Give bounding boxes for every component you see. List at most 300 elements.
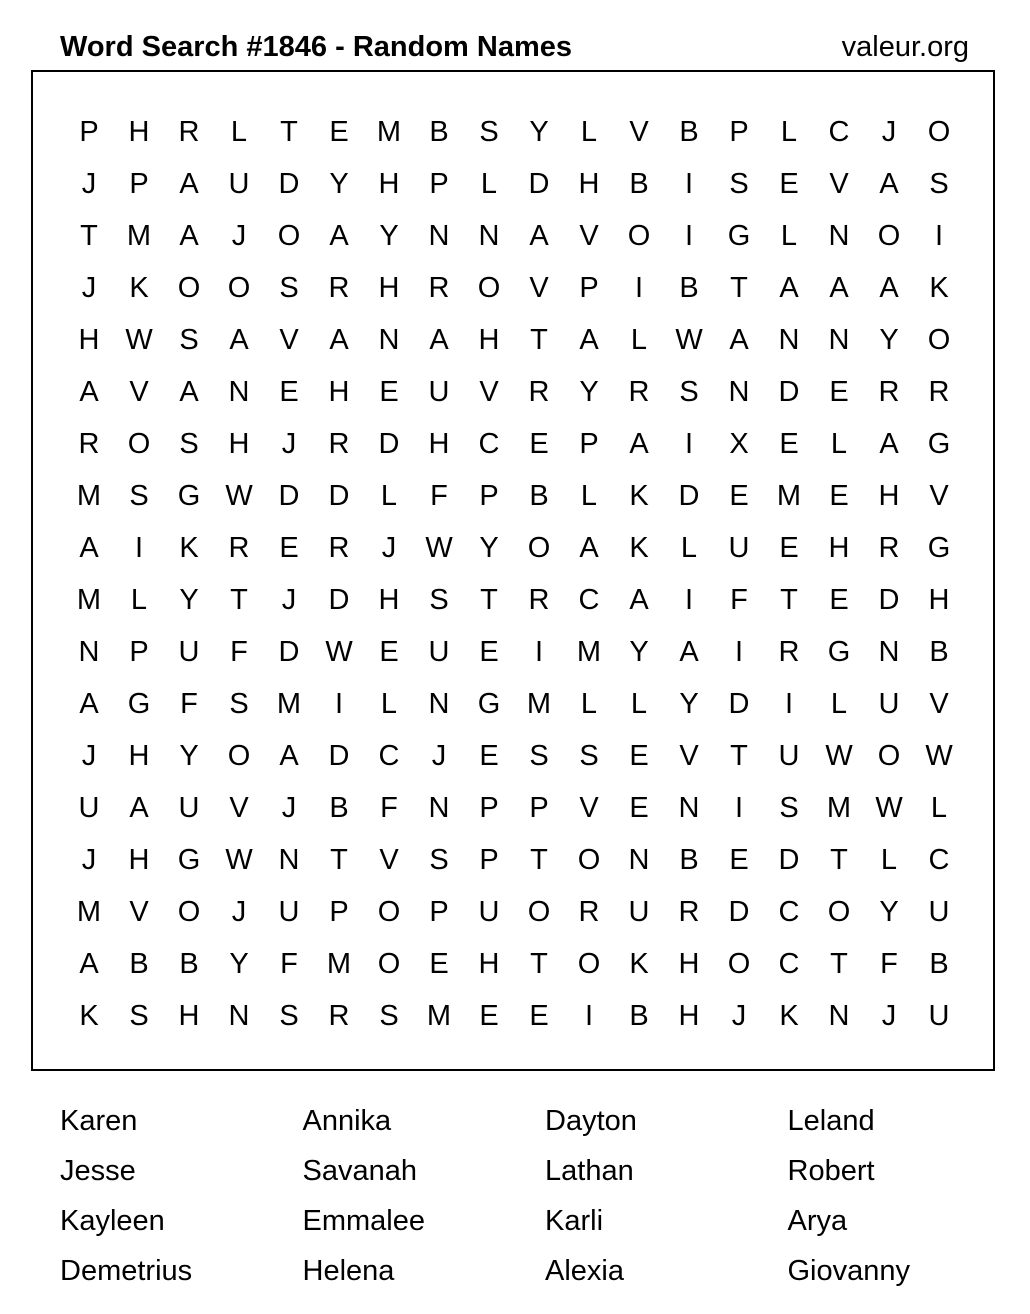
grid-cell[interactable]: M	[826, 792, 852, 824]
grid-cell[interactable]: D	[278, 480, 300, 512]
grid-cell[interactable]: S	[279, 1000, 299, 1032]
grid-cell[interactable]: D	[778, 844, 800, 876]
grid-cell[interactable]: A	[579, 324, 599, 356]
grid-cell[interactable]: J	[81, 272, 97, 304]
grid-cell[interactable]: U	[478, 896, 500, 928]
grid-cell[interactable]: W	[875, 792, 903, 824]
grid-cell[interactable]: K	[929, 272, 949, 304]
grid-cell[interactable]: R	[878, 532, 900, 564]
grid-cell[interactable]: H	[378, 584, 400, 616]
grid-cell[interactable]: G	[927, 532, 951, 564]
grid-cell[interactable]: L	[930, 792, 948, 824]
grid-cell[interactable]: H	[228, 428, 250, 460]
grid-cell[interactable]: X	[729, 428, 749, 460]
grid-cell[interactable]: O	[627, 220, 651, 252]
grid-cell[interactable]: L	[580, 480, 598, 512]
grid-cell[interactable]: K	[629, 480, 649, 512]
grid-cell[interactable]: M	[576, 636, 602, 668]
grid-cell[interactable]: I	[684, 220, 694, 252]
grid-cell[interactable]: B	[929, 948, 949, 980]
grid-cell[interactable]: I	[734, 636, 744, 668]
grid-cell[interactable]: M	[76, 584, 102, 616]
grid-cell[interactable]: P	[129, 168, 149, 200]
grid-cell[interactable]: I	[684, 584, 694, 616]
grid-cell[interactable]: A	[429, 324, 449, 356]
grid-cell[interactable]: N	[828, 1000, 850, 1032]
grid-cell[interactable]: P	[479, 792, 499, 824]
grid-cell[interactable]: B	[679, 116, 699, 148]
grid-cell[interactable]: T	[730, 740, 748, 772]
grid-cell[interactable]: P	[479, 480, 499, 512]
grid-cell[interactable]: E	[829, 376, 849, 408]
grid-cell[interactable]: T	[330, 844, 348, 876]
grid-cell[interactable]: E	[379, 376, 399, 408]
grid-cell[interactable]: L	[630, 688, 648, 720]
grid-cell[interactable]: W	[125, 324, 153, 356]
grid-cell[interactable]: K	[779, 1000, 799, 1032]
grid-cell[interactable]: E	[279, 532, 299, 564]
grid-cell[interactable]: E	[279, 376, 299, 408]
grid-cell[interactable]: E	[379, 636, 399, 668]
grid-cell[interactable]: L	[680, 532, 698, 564]
grid-cell[interactable]: S	[129, 1000, 149, 1032]
grid-cell[interactable]: P	[429, 168, 449, 200]
grid-cell[interactable]: T	[530, 948, 548, 980]
grid-cell[interactable]: U	[278, 896, 300, 928]
grid-cell[interactable]: A	[879, 272, 899, 304]
grid-cell[interactable]: E	[829, 480, 849, 512]
grid-cell[interactable]: E	[779, 532, 799, 564]
grid-cell[interactable]: A	[79, 688, 99, 720]
grid-cell[interactable]: D	[278, 636, 300, 668]
grid-cell[interactable]: P	[329, 896, 349, 928]
grid-cell[interactable]: N	[778, 324, 800, 356]
grid-cell[interactable]: A	[229, 324, 249, 356]
grid-cell[interactable]: A	[679, 636, 699, 668]
grid-cell[interactable]: G	[927, 428, 951, 460]
grid-cell[interactable]: P	[429, 896, 449, 928]
grid-cell[interactable]: N	[78, 636, 100, 668]
grid-cell[interactable]: C	[778, 948, 800, 980]
grid-cell[interactable]: H	[578, 168, 600, 200]
grid-cell[interactable]: A	[579, 532, 599, 564]
grid-cell[interactable]: D	[728, 896, 750, 928]
grid-cell[interactable]: Y	[179, 584, 199, 616]
grid-cell[interactable]: M	[276, 688, 302, 720]
grid-cell[interactable]: H	[328, 376, 350, 408]
grid-cell[interactable]: E	[729, 844, 749, 876]
grid-cell[interactable]: E	[779, 428, 799, 460]
grid-cell[interactable]: B	[179, 948, 199, 980]
grid-cell[interactable]: R	[328, 532, 350, 564]
grid-cell[interactable]: N	[478, 220, 500, 252]
grid-cell[interactable]: H	[378, 168, 400, 200]
grid-cell[interactable]: S	[579, 740, 599, 772]
grid-cell[interactable]: B	[629, 1000, 649, 1032]
grid-cell[interactable]: M	[376, 116, 402, 148]
grid-cell[interactable]: D	[328, 740, 350, 772]
grid-cell[interactable]: N	[728, 376, 750, 408]
grid-cell[interactable]: P	[479, 844, 499, 876]
grid-cell[interactable]: P	[79, 116, 99, 148]
grid-cell[interactable]: O	[227, 740, 251, 772]
grid-cell[interactable]: N	[228, 376, 250, 408]
grid-cell[interactable]: Y	[379, 220, 399, 252]
grid-cell[interactable]: A	[329, 220, 349, 252]
grid-cell[interactable]: R	[578, 896, 600, 928]
grid-cell[interactable]: O	[177, 272, 201, 304]
grid-cell[interactable]: A	[629, 428, 649, 460]
grid-cell[interactable]: B	[329, 792, 349, 824]
grid-cell[interactable]: F	[380, 792, 398, 824]
grid-cell[interactable]: O	[377, 896, 401, 928]
grid-cell[interactable]: O	[527, 896, 551, 928]
grid-cell[interactable]: S	[729, 168, 749, 200]
grid-cell[interactable]: U	[928, 896, 950, 928]
grid-cell[interactable]: O	[927, 324, 951, 356]
grid-cell[interactable]: R	[328, 1000, 350, 1032]
grid-cell[interactable]: O	[227, 272, 251, 304]
grid-cell[interactable]: V	[829, 168, 849, 200]
grid-cell[interactable]: F	[280, 948, 298, 980]
grid-cell[interactable]: N	[628, 844, 650, 876]
grid-cell[interactable]: L	[830, 428, 848, 460]
grid-cell[interactable]: J	[81, 168, 97, 200]
grid-cell[interactable]: A	[829, 272, 849, 304]
grid-cell[interactable]: S	[429, 584, 449, 616]
grid-cell[interactable]: G	[827, 636, 851, 668]
grid-cell[interactable]: R	[78, 428, 100, 460]
grid-cell[interactable]: D	[678, 480, 700, 512]
grid-cell[interactable]: I	[784, 688, 794, 720]
grid-cell[interactable]: L	[130, 584, 148, 616]
grid-cell[interactable]: G	[177, 480, 201, 512]
grid-cell[interactable]: T	[230, 584, 248, 616]
grid-cell[interactable]: W	[925, 740, 953, 772]
grid-cell[interactable]: J	[281, 792, 297, 824]
grid-cell[interactable]: F	[430, 480, 448, 512]
grid-cell[interactable]: S	[379, 1000, 399, 1032]
grid-cell[interactable]: V	[929, 480, 949, 512]
grid-cell[interactable]: R	[628, 376, 650, 408]
grid-cell[interactable]: G	[127, 688, 151, 720]
grid-cell[interactable]: L	[480, 168, 498, 200]
grid-cell[interactable]: A	[779, 272, 799, 304]
grid-cell[interactable]: H	[928, 584, 950, 616]
grid-cell[interactable]: U	[78, 792, 100, 824]
grid-cell[interactable]: N	[828, 220, 850, 252]
grid-cell[interactable]: E	[529, 428, 549, 460]
grid-cell[interactable]: M	[326, 948, 352, 980]
grid-cell[interactable]: I	[584, 1000, 594, 1032]
grid-cell[interactable]: U	[778, 740, 800, 772]
grid-cell[interactable]: T	[780, 584, 798, 616]
grid-cell[interactable]: N	[428, 792, 450, 824]
grid-cell[interactable]: E	[329, 116, 349, 148]
grid-cell[interactable]: S	[179, 428, 199, 460]
grid-cell[interactable]: A	[179, 376, 199, 408]
grid-cell[interactable]: U	[428, 636, 450, 668]
grid-cell[interactable]: E	[829, 584, 849, 616]
grid-cell[interactable]: T	[730, 272, 748, 304]
grid-cell[interactable]: H	[878, 480, 900, 512]
grid-cell[interactable]: J	[881, 116, 897, 148]
grid-cell[interactable]: V	[579, 220, 599, 252]
grid-cell[interactable]: F	[730, 584, 748, 616]
grid-cell[interactable]: I	[934, 220, 944, 252]
grid-cell[interactable]: O	[877, 220, 901, 252]
grid-cell[interactable]: I	[334, 688, 344, 720]
grid-cell[interactable]: D	[278, 168, 300, 200]
grid-cell[interactable]: K	[179, 532, 199, 564]
grid-cell[interactable]: J	[731, 1000, 747, 1032]
grid-cell[interactable]: T	[530, 844, 548, 876]
grid-cell[interactable]: S	[529, 740, 549, 772]
grid-cell[interactable]: Y	[179, 740, 199, 772]
grid-cell[interactable]: J	[281, 584, 297, 616]
grid-cell[interactable]: O	[127, 428, 151, 460]
grid-cell[interactable]: K	[129, 272, 149, 304]
grid-cell[interactable]: D	[778, 376, 800, 408]
grid-cell[interactable]: J	[231, 220, 247, 252]
grid-cell[interactable]: A	[179, 168, 199, 200]
grid-cell[interactable]: P	[579, 428, 599, 460]
grid-cell[interactable]: L	[830, 688, 848, 720]
grid-cell[interactable]: L	[380, 480, 398, 512]
grid-cell[interactable]: W	[325, 636, 353, 668]
grid-cell[interactable]: D	[528, 168, 550, 200]
grid-cell[interactable]: A	[179, 220, 199, 252]
grid-cell[interactable]: T	[830, 948, 848, 980]
grid-cell[interactable]: S	[479, 116, 499, 148]
grid-cell[interactable]: R	[928, 376, 950, 408]
grid-cell[interactable]: U	[728, 532, 750, 564]
grid-cell[interactable]: Y	[229, 948, 249, 980]
grid-cell[interactable]: R	[678, 896, 700, 928]
grid-cell[interactable]: V	[529, 272, 549, 304]
grid-cell[interactable]: N	[228, 1000, 250, 1032]
grid-cell[interactable]: A	[79, 532, 99, 564]
grid-cell[interactable]: E	[479, 636, 499, 668]
grid-cell[interactable]: H	[128, 116, 150, 148]
grid-cell[interactable]: V	[229, 792, 249, 824]
grid-cell[interactable]: S	[229, 688, 249, 720]
grid-cell[interactable]: L	[380, 688, 398, 720]
grid-cell[interactable]: H	[128, 844, 150, 876]
grid-cell[interactable]: O	[577, 844, 601, 876]
grid-cell[interactable]: A	[329, 324, 349, 356]
grid-cell[interactable]: Y	[679, 688, 699, 720]
grid-cell[interactable]: K	[629, 532, 649, 564]
grid-cell[interactable]: C	[578, 584, 600, 616]
grid-cell[interactable]: A	[879, 428, 899, 460]
grid-cell[interactable]: N	[278, 844, 300, 876]
grid-cell[interactable]: A	[729, 324, 749, 356]
grid-cell[interactable]: I	[534, 636, 544, 668]
grid-cell[interactable]: Y	[529, 116, 549, 148]
grid-cell[interactable]: N	[828, 324, 850, 356]
grid-cell[interactable]: C	[378, 740, 400, 772]
grid-cell[interactable]: A	[129, 792, 149, 824]
grid-cell[interactable]: J	[881, 1000, 897, 1032]
grid-cell[interactable]: V	[129, 376, 149, 408]
grid-cell[interactable]: V	[929, 688, 949, 720]
grid-cell[interactable]: D	[328, 480, 350, 512]
grid-cell[interactable]: E	[429, 948, 449, 980]
grid-cell[interactable]: R	[178, 116, 200, 148]
grid-cell[interactable]: Y	[879, 324, 899, 356]
grid-cell[interactable]: B	[679, 844, 699, 876]
grid-cell[interactable]: U	[878, 688, 900, 720]
grid-cell[interactable]: J	[81, 740, 97, 772]
grid-cell[interactable]: O	[877, 740, 901, 772]
grid-cell[interactable]: B	[929, 636, 949, 668]
grid-cell[interactable]: N	[428, 220, 450, 252]
grid-cell[interactable]: C	[928, 844, 950, 876]
grid-cell[interactable]: E	[529, 1000, 549, 1032]
grid-cell[interactable]: H	[128, 740, 150, 772]
grid-cell[interactable]: B	[429, 116, 449, 148]
grid-cell[interactable]: R	[528, 376, 550, 408]
grid-cell[interactable]: O	[477, 272, 501, 304]
grid-cell[interactable]: K	[629, 948, 649, 980]
grid-cell[interactable]: R	[528, 584, 550, 616]
grid-cell[interactable]: O	[827, 896, 851, 928]
grid-cell[interactable]: J	[281, 428, 297, 460]
grid-cell[interactable]: J	[431, 740, 447, 772]
grid-cell[interactable]: S	[779, 792, 799, 824]
grid-cell[interactable]: I	[134, 532, 144, 564]
grid-cell[interactable]: M	[776, 480, 802, 512]
grid-cell[interactable]: I	[684, 168, 694, 200]
grid-cell[interactable]: G	[727, 220, 751, 252]
grid-cell[interactable]: W	[425, 532, 453, 564]
grid-cell[interactable]: H	[678, 948, 700, 980]
grid-cell[interactable]: S	[929, 168, 949, 200]
grid-cell[interactable]: Y	[579, 376, 599, 408]
grid-cell[interactable]: P	[579, 272, 599, 304]
grid-cell[interactable]: P	[529, 792, 549, 824]
grid-cell[interactable]: T	[280, 116, 298, 148]
grid-cell[interactable]: Y	[629, 636, 649, 668]
grid-cell[interactable]: L	[630, 324, 648, 356]
grid-cell[interactable]: Y	[479, 532, 499, 564]
grid-cell[interactable]: R	[878, 376, 900, 408]
grid-cell[interactable]: E	[479, 1000, 499, 1032]
grid-cell[interactable]: R	[328, 272, 350, 304]
grid-cell[interactable]: J	[231, 896, 247, 928]
grid-cell[interactable]: M	[526, 688, 552, 720]
grid-cell[interactable]: D	[378, 428, 400, 460]
grid-cell[interactable]: C	[478, 428, 500, 460]
grid-cell[interactable]: Y	[329, 168, 349, 200]
grid-cell[interactable]: L	[580, 116, 598, 148]
grid-cell[interactable]: O	[527, 532, 551, 564]
grid-cell[interactable]: R	[228, 532, 250, 564]
grid-cell[interactable]: L	[580, 688, 598, 720]
grid-cell[interactable]: F	[230, 636, 248, 668]
grid-cell[interactable]: N	[878, 636, 900, 668]
grid-cell[interactable]: D	[328, 584, 350, 616]
grid-cell[interactable]: S	[129, 480, 149, 512]
grid-cell[interactable]: L	[880, 844, 898, 876]
grid-cell[interactable]: H	[478, 324, 500, 356]
grid-cell[interactable]: W	[225, 480, 253, 512]
grid-cell[interactable]: O	[277, 220, 301, 252]
grid-cell[interactable]: S	[179, 324, 199, 356]
grid-cell[interactable]: G	[477, 688, 501, 720]
grid-cell[interactable]: A	[629, 584, 649, 616]
grid-cell[interactable]: A	[79, 376, 99, 408]
grid-cell[interactable]: D	[878, 584, 900, 616]
grid-cell[interactable]: U	[428, 376, 450, 408]
grid-cell[interactable]: E	[479, 740, 499, 772]
grid-cell[interactable]: B	[629, 168, 649, 200]
grid-cell[interactable]: V	[129, 896, 149, 928]
grid-cell[interactable]: O	[727, 948, 751, 980]
grid-cell[interactable]: O	[927, 116, 951, 148]
grid-cell[interactable]: F	[880, 948, 898, 980]
grid-cell[interactable]: E	[629, 792, 649, 824]
grid-cell[interactable]: V	[629, 116, 649, 148]
grid-cell[interactable]: E	[729, 480, 749, 512]
grid-cell[interactable]: B	[679, 272, 699, 304]
grid-cell[interactable]: H	[178, 1000, 200, 1032]
grid-cell[interactable]: R	[328, 428, 350, 460]
grid-cell[interactable]: V	[579, 792, 599, 824]
grid-cell[interactable]: T	[830, 844, 848, 876]
grid-cell[interactable]: V	[379, 844, 399, 876]
grid-cell[interactable]: L	[780, 116, 798, 148]
grid-cell[interactable]: U	[628, 896, 650, 928]
grid-cell[interactable]: J	[81, 844, 97, 876]
grid-cell[interactable]: J	[381, 532, 397, 564]
grid-cell[interactable]: N	[428, 688, 450, 720]
grid-cell[interactable]: N	[378, 324, 400, 356]
grid-cell[interactable]: V	[479, 376, 499, 408]
grid-cell[interactable]: K	[79, 1000, 99, 1032]
grid-cell[interactable]: P	[129, 636, 149, 668]
grid-cell[interactable]: U	[178, 636, 200, 668]
grid-cell[interactable]: M	[76, 896, 102, 928]
grid-cell[interactable]: C	[778, 896, 800, 928]
grid-cell[interactable]: M	[126, 220, 152, 252]
grid-cell[interactable]: R	[778, 636, 800, 668]
grid-cell[interactable]: A	[79, 948, 99, 980]
grid-cell[interactable]: Y	[879, 896, 899, 928]
grid-cell[interactable]: W	[675, 324, 703, 356]
grid-cell[interactable]: A	[879, 168, 899, 200]
grid-cell[interactable]: U	[228, 168, 250, 200]
grid-cell[interactable]: P	[729, 116, 749, 148]
grid-cell[interactable]: O	[177, 896, 201, 928]
grid-cell[interactable]: L	[780, 220, 798, 252]
grid-cell[interactable]: U	[178, 792, 200, 824]
grid-cell[interactable]: M	[426, 1000, 452, 1032]
grid-cell[interactable]: A	[279, 740, 299, 772]
grid-cell[interactable]: I	[684, 428, 694, 460]
grid-cell[interactable]: H	[378, 272, 400, 304]
grid-cell[interactable]: V	[679, 740, 699, 772]
grid-cell[interactable]: T	[530, 324, 548, 356]
grid-cell[interactable]: S	[279, 272, 299, 304]
grid-cell[interactable]: O	[577, 948, 601, 980]
grid-cell[interactable]: F	[180, 688, 198, 720]
grid-cell[interactable]: R	[428, 272, 450, 304]
grid-cell[interactable]: D	[728, 688, 750, 720]
grid-cell[interactable]: H	[428, 428, 450, 460]
grid-cell[interactable]: H	[678, 1000, 700, 1032]
